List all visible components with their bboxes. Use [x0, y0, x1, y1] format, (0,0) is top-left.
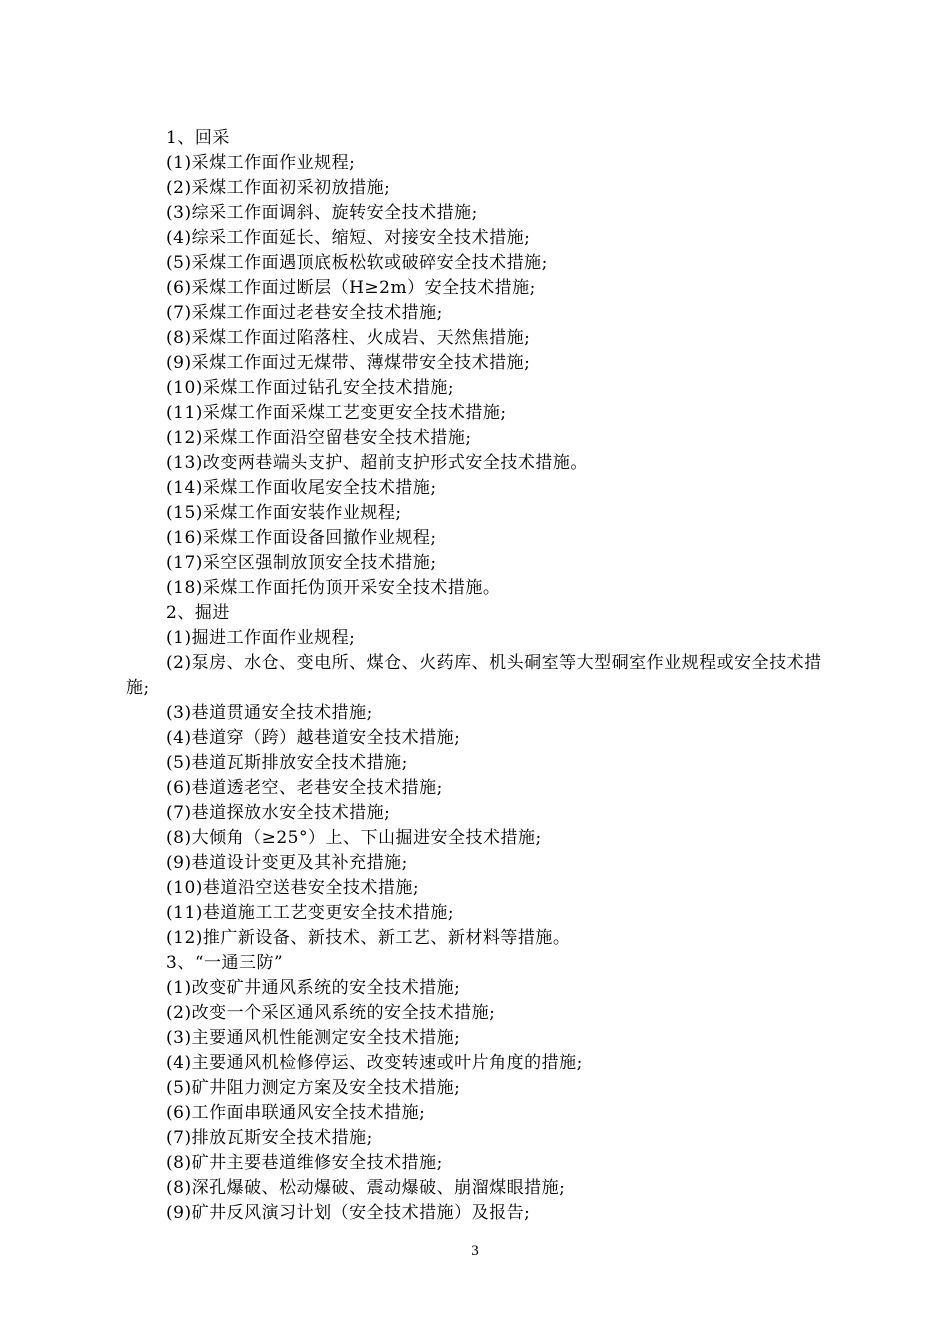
list-item: (8)深孔爆破、松动爆破、震动爆破、崩溜煤眼措施; [166, 1178, 566, 1198]
list-item: (5)采煤工作面遇顶底板松软或破碎安全技术措施; [166, 253, 548, 273]
list-item: (7)巷道探放水安全技术措施; [166, 803, 391, 823]
list-item: (4)综采工作面延长、缩短、对接安全技术措施; [166, 228, 531, 248]
list-item: (12)推广新设备、新技术、新工艺、新材料等措施。 [166, 928, 571, 948]
list-item: (8)大倾角（≥25°）上、下山掘进安全技术措施; [166, 828, 542, 848]
list-item: (1)改变矿井通风系统的安全技术措施; [166, 978, 461, 998]
list-item: (9)采煤工作面过无煤带、薄煤带安全技术措施; [166, 353, 531, 373]
list-item: (2)泵房、水仓、变电所、煤仓、火药库、机头硐室等大型硐室作业规程或安全技术措施; [126, 653, 822, 698]
list-item: (14)采煤工作面收尾安全技术措施; [166, 478, 437, 498]
list-item: (8)采煤工作面过陷落柱、火成岩、天然焦措施; [166, 328, 531, 348]
list-item: (9)矿井反风演习计划（安全技术措施）及报告; [166, 1203, 531, 1223]
page-number: 3 [471, 1243, 479, 1259]
document-body [126, 126, 838, 1226]
list-item: (9)巷道设计变更及其补充措施; [166, 853, 408, 873]
list-item: (6)巷道透老空、老巷安全技术措施; [166, 778, 443, 798]
list-item: (5)巷道瓦斯排放安全技术措施; [166, 753, 408, 773]
list-item: (17)采空区强制放顶安全技术措施; [166, 553, 437, 573]
list-item: (16)采煤工作面设备回撤作业规程; [166, 528, 437, 548]
section-heading: 2、掘进 [166, 603, 230, 623]
list-item: (13)改变两巷端头支护、超前支护形式安全技术措施。 [166, 453, 588, 473]
list-item: (4)主要通风机检修停运、改变转速或叶片角度的措施; [166, 1053, 583, 1073]
list-item: (11)巷道施工工艺变更安全技术措施; [166, 903, 455, 923]
section-heading: 1、回采 [166, 128, 230, 148]
list-item: (4)巷道穿（跨）越巷道安全技术措施; [166, 728, 461, 748]
list-item: (3)主要通风机性能测定安全技术措施; [166, 1028, 461, 1048]
list-item: (6)工作面串联通风安全技术措施; [166, 1103, 426, 1123]
list-item: (18)采煤工作面托伪顶开采安全技术措施。 [166, 578, 501, 598]
list-item: (3)巷道贯通安全技术措施; [166, 703, 373, 723]
list-item: (12)采煤工作面沿空留巷安全技术措施; [166, 428, 472, 448]
list-item: (2)改变一个采区通风系统的安全技术措施; [166, 1003, 496, 1023]
list-item: (7)采煤工作面过老巷安全技术措施; [166, 303, 443, 323]
list-item: (2)采煤工作面初采初放措施; [166, 178, 391, 198]
list-item: (1)掘进工作面作业规程; [166, 628, 356, 648]
list-item: (6)采煤工作面过断层（H≥2m）安全技术措施; [166, 278, 536, 298]
list-item: (10)巷道沿空送巷安全技术措施; [166, 878, 420, 898]
list-item: (5)矿井阻力测定方案及安全技术措施; [166, 1078, 461, 1098]
list-item: (10)采煤工作面过钻孔安全技术措施; [166, 378, 455, 398]
list-item: (8)矿井主要巷道维修安全技术措施; [166, 1153, 443, 1173]
section-heading: 3、“一通三防” [166, 953, 284, 973]
list-item: (11)采煤工作面采煤工艺变更安全技术措施; [166, 403, 507, 423]
list-item: (3)综采工作面调斜、旋转安全技术措施; [166, 203, 478, 223]
list-item: (15)采煤工作面安装作业规程; [166, 503, 402, 523]
list-item: (1)采煤工作面作业规程; [166, 153, 356, 173]
list-item: (7)排放瓦斯安全技术措施; [166, 1128, 373, 1148]
